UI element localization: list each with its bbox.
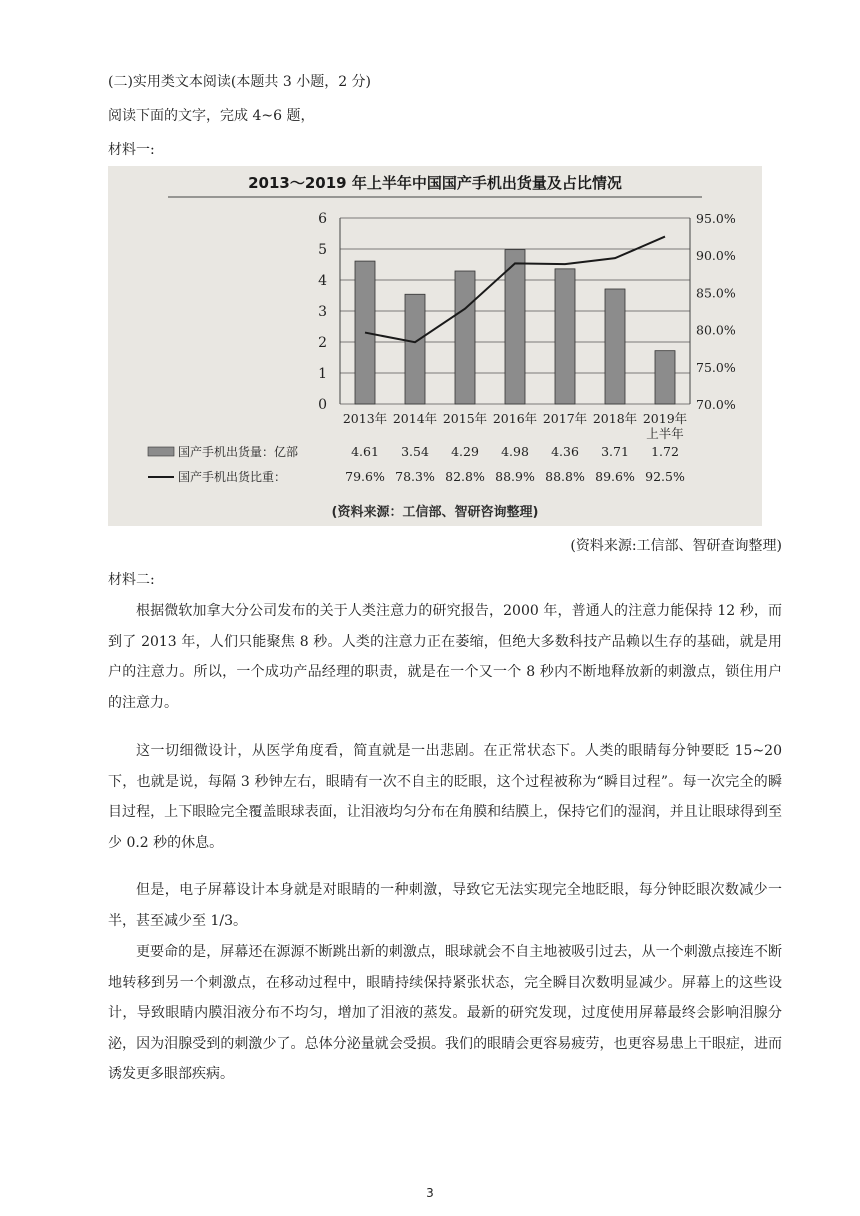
- left-axis-tick-label: 5: [318, 242, 327, 258]
- source-caption: (资料来源:工信部、智研查询整理): [570, 538, 782, 554]
- ratio-value-label: 88.8%: [545, 469, 585, 484]
- chart-source-note: (资料来源：工信部、智研咨询整理): [331, 505, 539, 520]
- x-axis-tick-label: 2018年: [592, 411, 638, 426]
- instruction-text: 阅读下面的文字，完成 4~6 题，: [108, 108, 315, 124]
- left-axis-tick-label: 4: [318, 273, 327, 289]
- ratio-value-label: 82.8%: [445, 469, 485, 484]
- ratio-value-label: 92.5%: [645, 469, 685, 484]
- shipment-bar: [505, 250, 525, 404]
- paragraph-1: 根据微软加拿大分公司发布的关于人类注意力的研究报告，2000 年，普通人的注意力能保持 12 秒，而到了 2013 年，人们只能聚焦 8 秒。人类的注意力正在萎缩，但绝大多数科技产品赖以生存的基础，就是用户的注意力。所以，一个成功产品经理的职责，就是在一个又一个 8 秒内不断地释放新的刺激点，锁住用户的注意力。: [108, 603, 782, 711]
- shipment-value-label: 3.54: [401, 444, 429, 459]
- x-axis-tick-label: 2014年: [392, 411, 438, 426]
- paragraph-3: 但是，电子屏幕设计本身就是对眼睛的一种刺激，导致它无法实现完全地眨眼，每分钟眨眼次数减少一半，甚至减少至 1/3。: [108, 882, 782, 929]
- left-axis-tick-label: 3: [318, 304, 327, 320]
- right-axis-tick-label: 75.0%: [696, 359, 736, 375]
- paragraph-4: 更要命的是，屏幕还在源源不断跳出新的刺激点，眼球就会不自主地被吸引过去，从一个刺激点接连不断地转移到另一个刺激点，在移动过程中，眼睛持续保持紧张状态，完全瞬目次数明显减少。屏幕上的这些设计，导致眼睛内膜泪液分布不均匀，增加了泪液的蒸发。最新的研究发现，过度使用屏幕最终会影响泪腺分泌，因为泪腺受到的刺激少了。总体分泌量就会受损。我们的眼睛会更容易疲劳，也更容易患上干眼症，进而诱发更多眼部疾病。: [108, 944, 782, 1082]
- material-1-label: 材料一:: [108, 142, 155, 158]
- shipment-value-label: 4.36: [551, 444, 579, 459]
- right-axis-tick-label: 95.0%: [696, 211, 736, 226]
- chart-title: 2013～2019 年上半年中国国产手机出货量及占比情况: [248, 174, 622, 192]
- legend-bar-label: 国产手机出货量：亿部: [178, 445, 299, 459]
- x-axis-tick-label: 上半年: [646, 426, 684, 441]
- shipment-bar: [455, 271, 475, 404]
- material-2-label: 材料二:: [108, 572, 155, 588]
- shipment-value-label: 4.98: [501, 444, 529, 459]
- shipment-chart: [108, 166, 762, 526]
- legend-line-label: 国产手机出货比重：: [178, 470, 287, 484]
- x-axis-tick-label: 2015年: [442, 411, 488, 426]
- chart-svg: [108, 166, 762, 526]
- right-axis-tick-label: 70.0%: [696, 397, 736, 412]
- shipment-value-label: 1.72: [651, 444, 679, 459]
- ratio-value-label: 88.9%: [495, 469, 535, 484]
- shipment-value-label: 3.71: [601, 444, 629, 459]
- shipment-value-label: 4.29: [451, 444, 479, 459]
- left-axis-tick-label: 1: [318, 366, 327, 382]
- left-axis-tick-label: 0: [318, 397, 327, 413]
- x-axis-tick-label: 2019年: [642, 411, 688, 426]
- legend-bar-swatch: [148, 447, 174, 456]
- paragraph-2: 这一切细微设计，从医学角度看，简直就是一出悲剧。在正常状态下。人类的眼睛每分钟要眨 15~20 下，也就是说，每隔 3 秒钟左右，眼睛有一次不自主的眨眼，这个过程被称为“瞬目过程”。每一次完全的瞬目过程，上下眼睑完全覆盖眼球表面，让泪液均匀分布在角膜和结膜上，保持它们的湿润，并且让眼球得到至少 0.2 秒的休息。: [108, 743, 782, 851]
- x-axis-tick-label: 2017年: [542, 411, 588, 426]
- ratio-value-label: 78.3%: [395, 469, 435, 484]
- page-number: 3: [426, 1186, 434, 1200]
- shipment-value-label: 4.61: [351, 444, 379, 459]
- left-axis-tick-label: 2: [318, 335, 327, 351]
- x-axis-tick-label: 2016年: [492, 411, 538, 426]
- left-axis-tick-label: 6: [318, 211, 327, 227]
- shipment-bar: [405, 294, 425, 404]
- ratio-value-label: 79.6%: [345, 469, 385, 484]
- shipment-bar: [655, 351, 675, 404]
- section-title: (二)实用类文本阅读(本题共 3 小题，2 分): [108, 74, 372, 90]
- shipment-bar: [355, 261, 375, 404]
- shipment-bar: [555, 269, 575, 404]
- right-axis-tick-label: 80.0%: [696, 322, 736, 338]
- x-axis-tick-label: 2013年: [342, 411, 388, 426]
- right-axis-tick-label: 90.0%: [696, 248, 736, 264]
- ratio-value-label: 89.6%: [595, 469, 635, 484]
- right-axis-tick-label: 85.0%: [696, 285, 736, 301]
- shipment-bar: [605, 289, 625, 404]
